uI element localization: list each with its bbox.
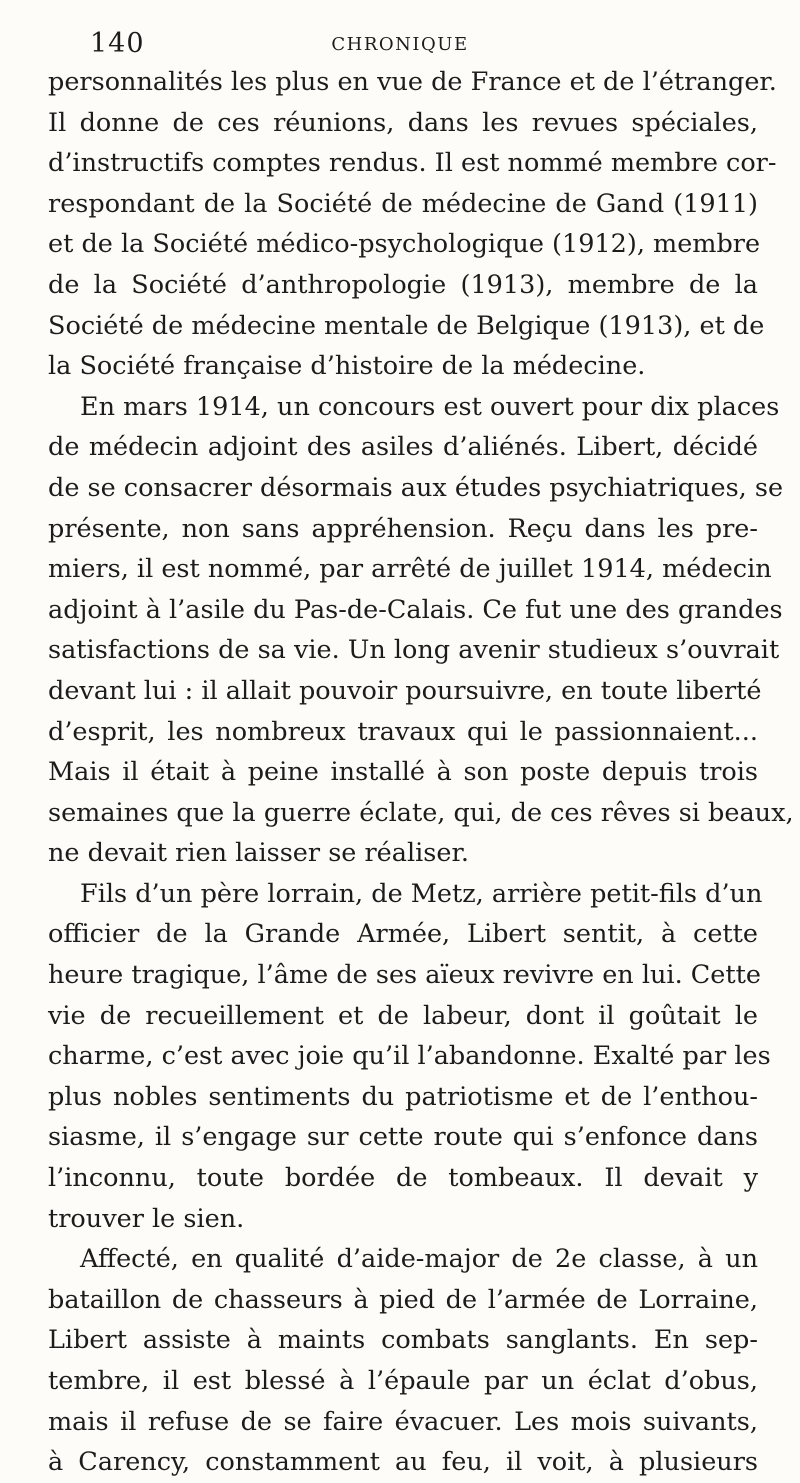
text-line: Société de médecine mentale de Belgique (1913), et de [48, 310, 765, 341]
running-head [42, 0, 758, 62]
text-line: mais il refuse de se faire évacuer. Les mois suivants, [48, 1406, 758, 1437]
text-line: bataillon de chasseurs à pied de l’armée de Lorraine, [48, 1284, 758, 1315]
text-line: Libert assiste à maints combats sanglants. En sep- [48, 1325, 758, 1356]
text-line: d’esprit, les nombreux travaux qui le passionnaient... [48, 716, 758, 747]
text-line: siasme, il s’engage sur cette route qui s’enfonce dans [48, 1122, 758, 1153]
text-line: officier de la Grande Armée, Libert sentit, à cette [48, 919, 758, 950]
text-line: charme, c’est avec joie qu’il l’abandonne. Exalté par les [48, 1041, 771, 1072]
text-line: trouver le sien. [48, 1203, 245, 1234]
text-line: présente, non sans appréhension. Reçu dans les pre- [48, 513, 758, 544]
text-line: Mais il était à peine installé à son poste depuis trois [48, 757, 758, 788]
text-line: adjoint à l’asile du Pas-de-Calais. Ce fut une des grandes [48, 594, 783, 625]
text-line: vie de recueillement et de labeur, dont il goûtait le [48, 1000, 758, 1031]
text-line: plus nobles sentiments du patriotisme et de l’enthou- [48, 1081, 758, 1112]
text-line: Affecté, en qualité d’aide-major de 2e classe, à un [80, 1244, 758, 1275]
text-line: miers, il est nommé, par arrêté de juillet 1914, médecin [48, 554, 772, 585]
text-line: de médecin adjoint des asiles d’aliénés. Libert, décidé [48, 432, 758, 463]
text-line: d’instructifs comptes rendus. Il est nommé membre cor- [48, 148, 777, 179]
text-line: devant lui : il allait pouvoir poursuivre, en toute liberté [48, 675, 762, 706]
text-line: Fils d’un père lorrain, de Metz, arrière petit-fils d’un [80, 878, 763, 909]
text-line: En mars 1914, un concours est ouvert pour dix places [80, 391, 780, 422]
text-line: personnalités les plus en vue de France et de l’étranger. [48, 67, 777, 97]
paragraph [48, 62, 777, 387]
text-line: respondant de la Société de médecine de Gand (1911) [48, 188, 758, 219]
text-line: Il donne de ces réunions, dans les revues spéciales, [48, 107, 758, 138]
body-text [42, 62, 794, 1483]
text-line: de se consacrer désormais aux études psychiatriques, se [48, 472, 784, 503]
paragraph [48, 874, 771, 1239]
text-line: heure tragique, l’âme de ses aïeux revivre en lui. Cette [48, 960, 761, 991]
text-line: de la Société d’anthropologie (1913), membre de la [48, 269, 758, 300]
text-line: semaines que la guerre éclate, qui, de ces rêves si beaux, [48, 797, 794, 828]
text-line: tembre, il est blessé à l’épaule par un éclat d’obus, [48, 1366, 758, 1396]
running-title: CHRONIQUE [331, 34, 469, 55]
text-line: l’inconnu, toute bordée de tombeaux. Il devait y [48, 1163, 758, 1194]
text-line: satisfactions de sa vie. Un long avenir studieux s’ouvrait [48, 635, 780, 666]
text-line: à Carency, constamment au feu, il voit, à plusieurs [48, 1447, 758, 1478]
page-number: 140 [90, 28, 145, 59]
text-line: la Société française d’histoire de la médecine. [48, 351, 646, 382]
paragraph [48, 1239, 758, 1483]
paragraph [48, 387, 794, 874]
text-line: ne devait rien laisser se réaliser. [48, 838, 469, 869]
text-line: et de la Société médico-psychologique (1912), membre [48, 229, 761, 260]
